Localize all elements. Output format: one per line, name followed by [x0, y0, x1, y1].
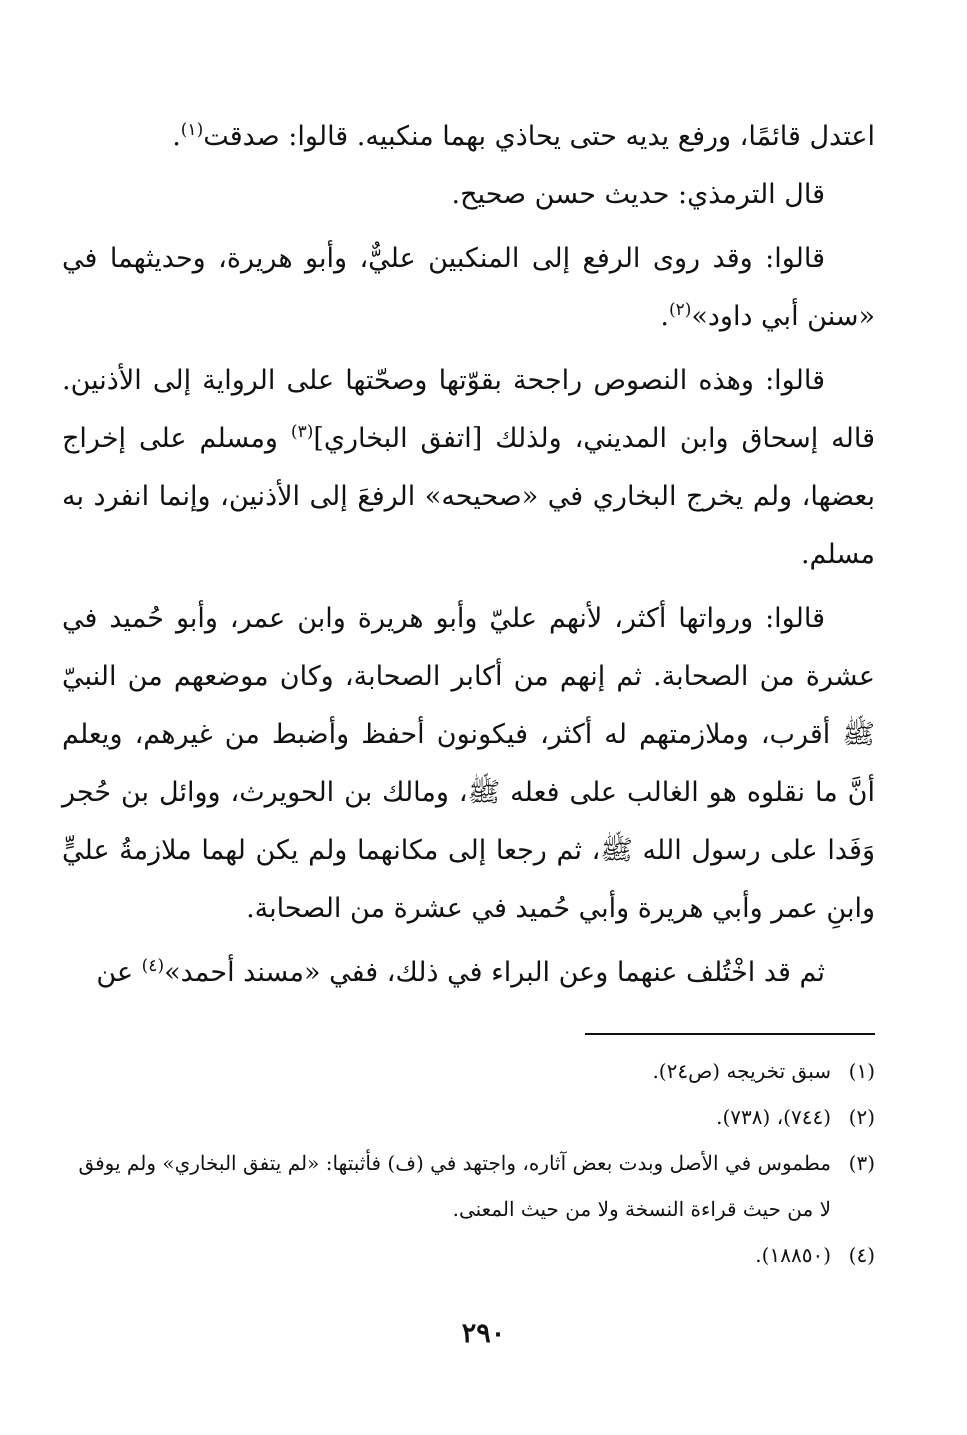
- main-text: [62, 108, 875, 1002]
- footnote-ref-2[interactable]: (٢): [668, 300, 692, 320]
- footnote-2: [62, 1094, 875, 1140]
- footnote-number: (١): [848, 1059, 875, 1083]
- paragraph-2-text: قال الترمذي: حديث حسن صحيح.: [451, 179, 825, 210]
- footnote-ref-3[interactable]: (٣): [290, 422, 314, 442]
- footnote-ref-4[interactable]: (٤): [141, 956, 165, 976]
- paragraph-4-text-a: قالوا: وهذه النصوص راجحة بقوّتها وصحّتها على الرواية إلى الأذنين. قاله إسحاق وابن المديني، ولذلك [اتفق البخاري]: [62, 365, 875, 454]
- paragraph-5: [62, 590, 875, 938]
- paragraph-3-text-b: .: [660, 301, 669, 332]
- paragraph-1: [62, 108, 875, 166]
- footnote-text: (١٨٨٥٠).: [755, 1243, 831, 1267]
- footnote-1: [62, 1048, 875, 1094]
- footnote-divider: [585, 1033, 875, 1035]
- footnotes: [62, 1048, 875, 1278]
- paragraph-4: [62, 352, 875, 584]
- paragraph-6-text-a: ثم قد اخْتُلف عنهما وعن البراء في ذلك، ففي «مسند أحمد»: [164, 957, 825, 988]
- paragraph-1-text-b: .: [172, 121, 181, 152]
- paragraph-6: [62, 944, 875, 1002]
- footnote-number: (٤): [848, 1243, 875, 1267]
- paragraph-5-text: قالوا: ورواتها أكثر، لأنهم عليّ وأبو هريرة وابن عمر، وأبو حُميد في عشرة من الصحابة. ثم إنهم من أكابر الصحابة، وكان موضعهم من النبيّ ﷺ أقرب، وملازمتهم له أكثر، فيكونون أحفظ وأضبط من غيرهم، ويعلم أنَّ ما نقلوه هو الغالب على فعله ﷺ، ومالك بن الحويرث، ووائل بن حُجر وَفَدا على رسول الله ﷺ، ثم رجعا إلى مكانهما ولم يكن لهما ملازمةُ عليٍّ وابنِ عمر وأبي هريرة وأبي حُميد في عشرة من الصحابة.: [62, 603, 875, 924]
- footnote-text: مطموس في الأصل وبدت بعض آثاره، واجتهد في (ف) فأثبتها: «لم يتفق البخاري» ولم يوفق لا من حيث قراءة النسخة ولا من حيث المعنى.: [78, 1151, 831, 1221]
- paragraph-6-text-b: عن: [96, 957, 142, 988]
- footnote-text: سبق تخريجه (ص٢٤).: [652, 1059, 831, 1083]
- footnote-number: (٢): [848, 1105, 875, 1129]
- footnote-4: [62, 1232, 875, 1278]
- footnote-3: [62, 1140, 875, 1232]
- footnote-text: (٧٤٤)، (٧٣٨).: [716, 1105, 831, 1129]
- paragraph-3-text-a: قالوا: وقد روى الرفع إلى المنكبين عليٌّ، وأبو هريرة، وحديثهما في «سنن أبي داود»: [62, 243, 875, 332]
- footnote-ref-1[interactable]: (١): [180, 120, 204, 140]
- page-number: ٢٩٠: [461, 1318, 506, 1349]
- paragraph-3: [62, 230, 875, 346]
- paragraph-1-text-a: اعتدل قائمًا، ورفع يديه حتى يحاذي بهما منكبيه. قالوا: صدقت: [203, 121, 875, 152]
- paragraph-4-text-b: ومسلم على إخراج بعضها، ولم يخرج البخاري في «صحيحه» الرفعَ إلى الأذنين، وإنما انفرد به مسلم.: [62, 423, 875, 570]
- footnote-number: (٣): [848, 1151, 875, 1175]
- paragraph-2: [62, 166, 875, 224]
